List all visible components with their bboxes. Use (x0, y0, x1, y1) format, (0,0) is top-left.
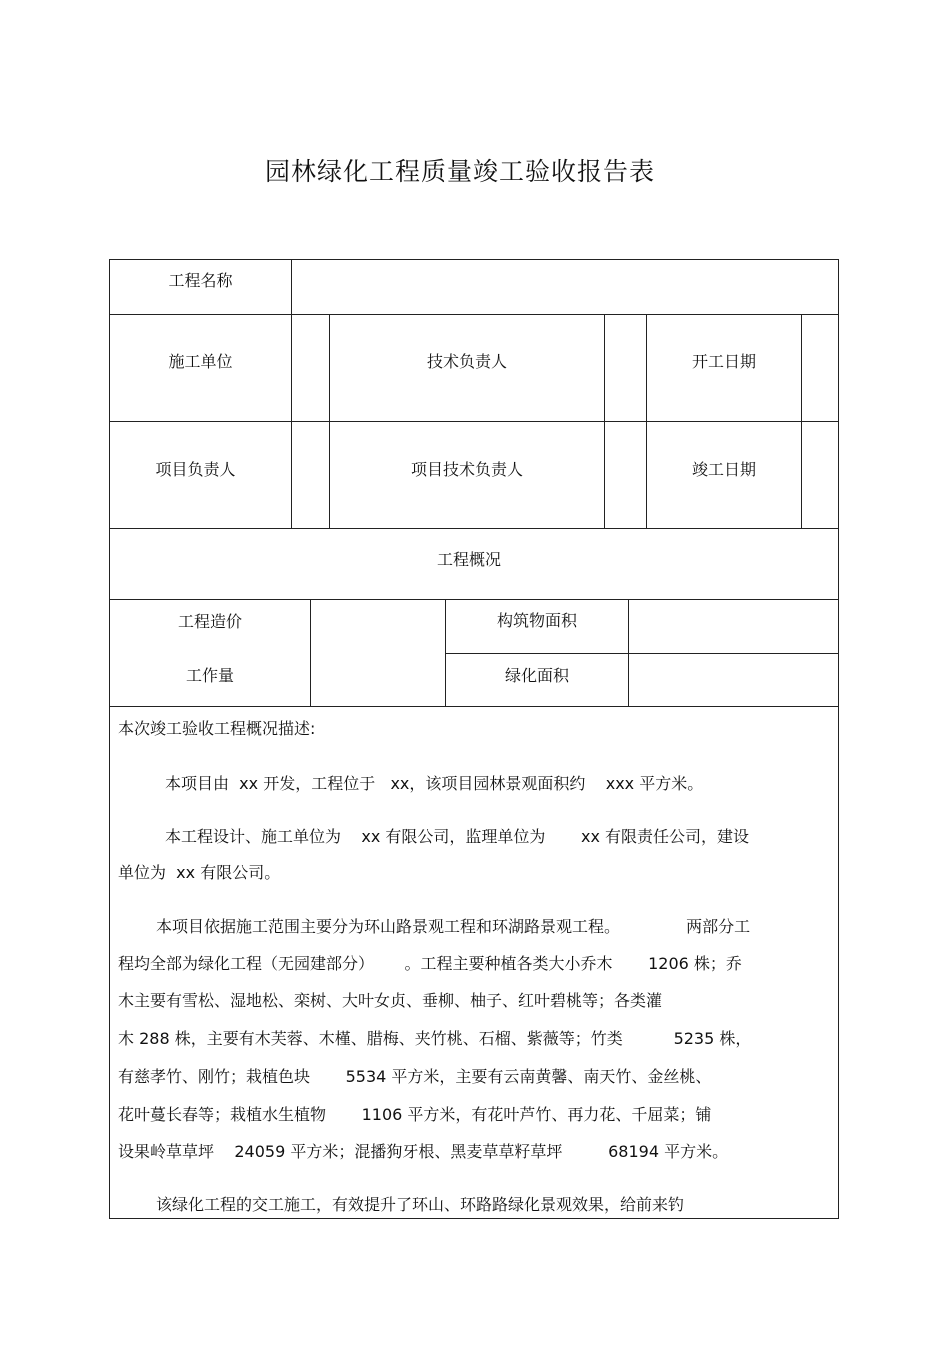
description-paragraph: 设果岭草草坪 24059 平方米；混播狗牙根、黑麦草草籽草坪 68194 平方米。 (118, 1142, 729, 1161)
completion-date-label: 竣工日期 (691, 460, 756, 479)
workload-label: 工作量 (185, 666, 234, 685)
column-divider (329, 314, 330, 528)
cost-label: 工程造价 (177, 612, 242, 631)
structure-area-label: 构筑物面积 (496, 611, 577, 630)
overview-label: 工程概况 (436, 550, 501, 569)
row-divider (110, 421, 838, 422)
description-paragraph: 木 288 株，主要有木芙蓉、木槿、腊梅、夹竹桃、石榴、紫薇等；竹类 5235 株， (118, 1029, 752, 1048)
row-divider (110, 706, 838, 707)
description-paragraph: 花叶蔓长春等；栽植水生植物 1106 平方米，有花叶芦竹、再力花、千屈菜；铺 (118, 1105, 712, 1124)
green-area-label: 绿化面积 (504, 666, 569, 685)
project-lead-label: 项目负责人 (155, 460, 236, 479)
description-paragraph: 有慈孝竹、刚竹；栽植色块 5534 平方米，主要有云南黄馨、南天竹、金丝桃、 (118, 1067, 712, 1086)
description-paragraph: 本工程设计、施工单位为 xx 有限公司，监理单位为 xx 有限责任公司，建设 (165, 827, 749, 846)
description-paragraph: 木主要有雪松、湿地松、栾树、大叶女贞、垂柳、柚子、红叶碧桃等；各类灌 (118, 991, 663, 1010)
column-divider (801, 314, 802, 528)
construction-unit-label: 施工单位 (168, 352, 233, 371)
project-name-value[interactable] (292, 268, 838, 288)
description-paragraph: 本项目依据施工范围主要分为环山路景观工程和环湖路景观工程。 两部分工 (156, 917, 751, 936)
column-divider (291, 260, 292, 528)
row-divider (110, 599, 838, 600)
description-heading: 本次竣工验收工程概况描述: (118, 719, 316, 738)
column-divider (646, 314, 647, 528)
start-date-label: 开工日期 (691, 352, 756, 371)
row-divider (110, 314, 838, 315)
description-paragraph: 该绿化工程的交工施工，有效提升了环山、环路路绿化景观效果，给前来钓 (156, 1195, 685, 1214)
project-name-label: 工程名称 (168, 271, 233, 290)
column-divider (310, 599, 311, 706)
page-title: 园林绿化工程质量竣工验收报告表 (264, 157, 655, 186)
column-divider (604, 314, 605, 528)
row-divider (445, 653, 838, 654)
project-tech-lead-label: 项目技术负责人 (410, 460, 523, 479)
description-paragraph: 单位为 xx 有限公司。 (118, 863, 281, 882)
row-divider (110, 528, 838, 529)
description-paragraph: 本项目由 xx 开发，工程位于 xx，该项目园林景观面积约 xxx 平方米。 (165, 774, 704, 793)
tech-lead-label: 技术负责人 (426, 352, 507, 371)
description-paragraph: 程均全部为绿化工程（无园建部分） 。工程主要种植各类大小乔木 1206 株；乔 (118, 954, 742, 973)
column-divider (628, 599, 629, 706)
